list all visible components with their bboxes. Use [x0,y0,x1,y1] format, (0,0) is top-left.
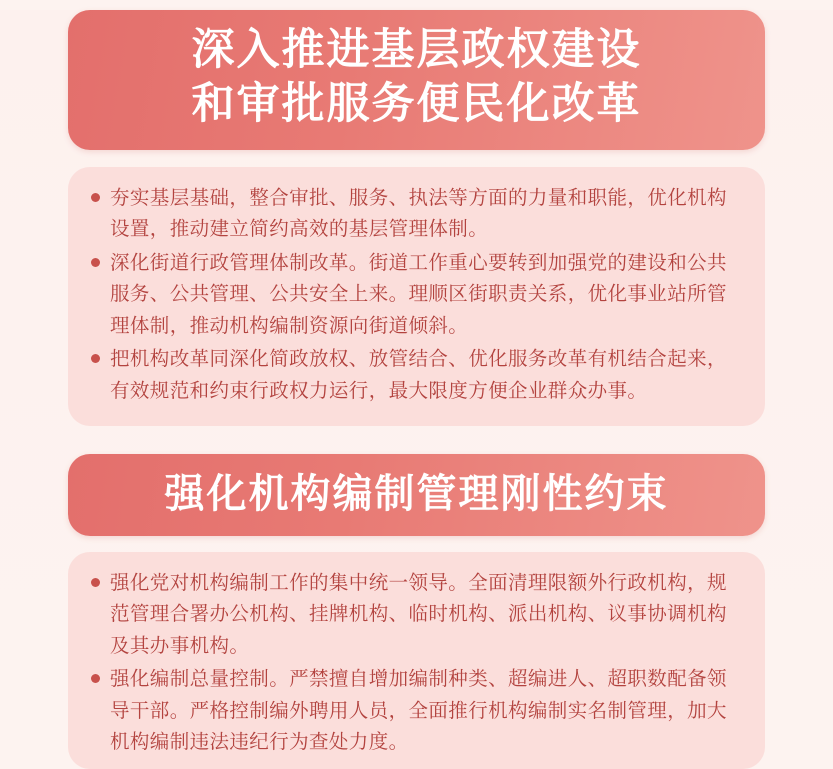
section-1-paragraph-3 [90,344,743,407]
section-2-heading-line-1: 强化机构编制管理刚性约束 [164,470,669,516]
section-1-paragraph-1 [90,183,743,246]
section-1-paragraph-2 [90,248,743,343]
section-1-heading [68,10,765,150]
bullet-icon [91,674,100,683]
section-2-paragraph-2 [90,664,743,759]
section-2-paragraph-1-text: 强化党对机构编制工作的集中统一领导。全面清理限额外行政机构，规范管理合署办公机构、挂牌机构、临时机构、派出机构、议事协调机构及其办事机构。 [110,572,727,657]
section-2-paragraph-2-text: 强化编制总量控制。严禁擅自增加编制种类、超编进人、超职数配备领导干部。严格控制编外聘用人员，全面推行机构编制实名制管理，加大机构编制违法违纪行为查处力度。 [110,669,727,754]
section-2-paragraph-1 [90,568,743,663]
bullet-icon [91,354,100,363]
bullet-icon [91,258,100,267]
section-2-heading [68,454,765,536]
section-1-paragraph-2-text: 深化街道行政管理体制改革。街道工作重心要转到加强党的建设和公共服务、公共管理、公共安全上来。理顺区街职责关系，优化事业站所管理体制，推动机构编制资源向街道倾斜。 [110,252,727,337]
section-2-content-card [68,552,765,769]
bullet-icon [91,193,100,202]
section-1-content-card [68,167,765,426]
section-1-heading-line-2: 和审批服务便民化改革 [191,80,642,128]
section-1-heading-line-1: 深入推进基层政权建设 [191,27,642,74]
section-1-paragraph-1-text: 夯实基层基础，整合审批、服务、执法等方面的力量和职能，优化机构设置，推动建立简约高效的基层管理体制。 [110,187,727,241]
bullet-icon [91,578,100,587]
section-1-paragraph-3-text: 把机构改革同深化简政放权、放管结合、优化服务改革有机结合起来，有效规范和约束行政权力运行，最大限度方便企业群众办事。 [110,349,727,402]
poster-page [0,10,833,754]
